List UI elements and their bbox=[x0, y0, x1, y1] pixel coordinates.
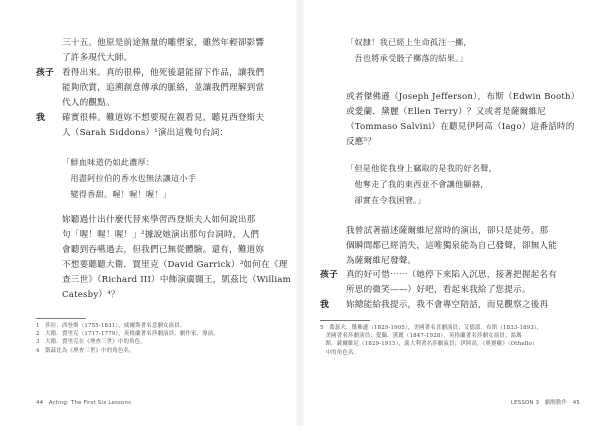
right-paragraph-1 bbox=[346, 90, 580, 150]
quote-line: 吾也將承受骰子擲落的結果。」 bbox=[346, 53, 468, 63]
footnote-divider bbox=[320, 320, 370, 321]
left-dialogue-me bbox=[62, 111, 264, 141]
footnote: 5 喬瑟夫．傑佛遜（1829-1905），美國著名喜劇演員；艾德溫．布斯（1833-1893）， bbox=[320, 325, 543, 331]
right-quote-2 bbox=[346, 160, 497, 208]
quote-line: 「但是他從我身上竊取的是我的好名聲， bbox=[346, 163, 497, 173]
quote-line: 「奴隸！我已經上生命孤注一擲， bbox=[346, 37, 472, 47]
quote-line: 變得香甜。喔！喔！喔！」 bbox=[62, 189, 172, 199]
right-dialogue-me bbox=[346, 298, 548, 313]
text-line: Catesby）⁴？ bbox=[62, 290, 120, 300]
text-line: 真的好可惜⋯⋯（她停下來陷入沉思，接著把握起名有 bbox=[346, 270, 558, 280]
text-line: 為薩爾維尼發聲。 bbox=[346, 256, 417, 266]
right-paragraph-2 bbox=[346, 224, 557, 269]
right-page bbox=[300, 0, 600, 426]
speaker-child: 孩子 bbox=[36, 68, 54, 78]
footnote: 2 大衛．賈里克（1717-1779），英格蘭著名莎劇演員、劇作家、導演。 bbox=[36, 331, 219, 338]
text-line: 或者傑佛遜（Joseph Jefferson），布斯（Edwin Booth） bbox=[346, 92, 580, 102]
right-footnotes bbox=[320, 324, 570, 357]
text-line: 能夠欣賞，追溯創意傳承的脈絡，並讓我們理解到當 bbox=[62, 83, 265, 93]
book-gutter bbox=[294, 0, 306, 426]
left-footnotes bbox=[36, 322, 276, 355]
right-folio: LESSON 3 劇醒動作 45 bbox=[510, 400, 580, 406]
text-line: 確實很棒。難道妳不想要現在親看見，聽見西登斯夫 bbox=[62, 113, 265, 123]
left-quote bbox=[62, 154, 196, 202]
left-paragraph-2 bbox=[62, 213, 291, 303]
right-dialogue-child bbox=[346, 268, 557, 298]
text-line: 會聽到吞嚥過去，但我們已無從體驗。還有，難道妳 bbox=[62, 245, 265, 255]
speaker-me: 我 bbox=[36, 113, 45, 123]
text-line: 反應⁵？ bbox=[346, 137, 377, 147]
text-line: 人（Sarah Siddons）¹演出這幾句台詞： bbox=[62, 128, 229, 138]
text-line: 句「喔！喔！喔！」²據說她演出那句台詞時，人們 bbox=[62, 230, 260, 240]
quote-line: 用盡阿拉伯的香水也無法讓這小手 bbox=[62, 173, 197, 183]
footnote: 美國著名莎劇演員；愛蘭．黛麗（1847-1928），英格蘭著名莎劇女演員；湯瑪 bbox=[320, 333, 522, 340]
speaker-me: 我 bbox=[320, 300, 329, 310]
text-line: 我曾試著描述薩爾維尼當時的演出，卻只是徒勞。那 bbox=[346, 226, 549, 236]
quote-line: 「鮮血味道仍如此濃厚： bbox=[62, 157, 155, 167]
text-line: （Tommaso Salvini）在聽見伊阿高（Iago）這番話時的 bbox=[346, 122, 575, 132]
left-dialogue-child bbox=[62, 66, 264, 111]
text-line: 個瞬間都已經消失，這唯獨泉能為自己發聲，卻無人能 bbox=[346, 241, 558, 251]
left-paragraph-1 bbox=[62, 36, 264, 66]
right-quote-1 bbox=[346, 34, 472, 66]
text-line: 妳總能給我提示，我不會專空陪話，而見觀察之後再 bbox=[346, 300, 549, 310]
text-line: 看得出來。真的很棒，他死後還能留下作品，讓我們 bbox=[62, 68, 265, 78]
text-line: 查三世》（Richard III）中飾演廣闊王，凱茲比（William bbox=[62, 275, 291, 285]
text-line: 或愛蘭．黛麗（Ellen Terry）？又或者是薩爾維尼 bbox=[346, 107, 547, 117]
text-line: 代人的觀點。 bbox=[62, 98, 115, 108]
text-line: 妳聽過什出什麼代替來學習西登斯夫人如何說出那 bbox=[62, 215, 256, 225]
footnote-divider bbox=[36, 318, 86, 319]
quote-line: 卻實在令我困窘。」 bbox=[346, 195, 426, 205]
text-line: 了許多現代大師。 bbox=[62, 53, 133, 63]
speaker-child: 孩子 bbox=[320, 270, 338, 280]
text-line: 不想要聽聽大衛．賈里克（David Garrick）³如何在《理 bbox=[62, 260, 288, 270]
quote-line: 他奪走了我的東西並不會讓他顯赫， bbox=[346, 179, 489, 189]
left-folio: 44 Acting: The First Six Lessons bbox=[36, 400, 132, 406]
footnote: 4 凱茲比為《理查三世》中的角色名。 bbox=[36, 347, 135, 354]
text-line: 所思的微笑——）好吧，看起來我給了您提示。 bbox=[346, 285, 531, 295]
footnote: 中的角色名。 bbox=[320, 349, 360, 356]
footnote: 斯．薩爾維尼（1829-1915），義大利著名莎劇演員；伊阿高，《奧賽羅》（Othello） bbox=[320, 341, 538, 348]
text-line: 三十五。他原是前途無量的雕塑家，雖然年輕卻影響 bbox=[62, 38, 265, 48]
footnote: 3 大衛．賈里克在《理查三世》中的角色。 bbox=[36, 339, 146, 346]
footnote: 1 莎拉．西登斯（1755-1831），威爾斯著名悲劇女演員。 bbox=[36, 323, 186, 329]
